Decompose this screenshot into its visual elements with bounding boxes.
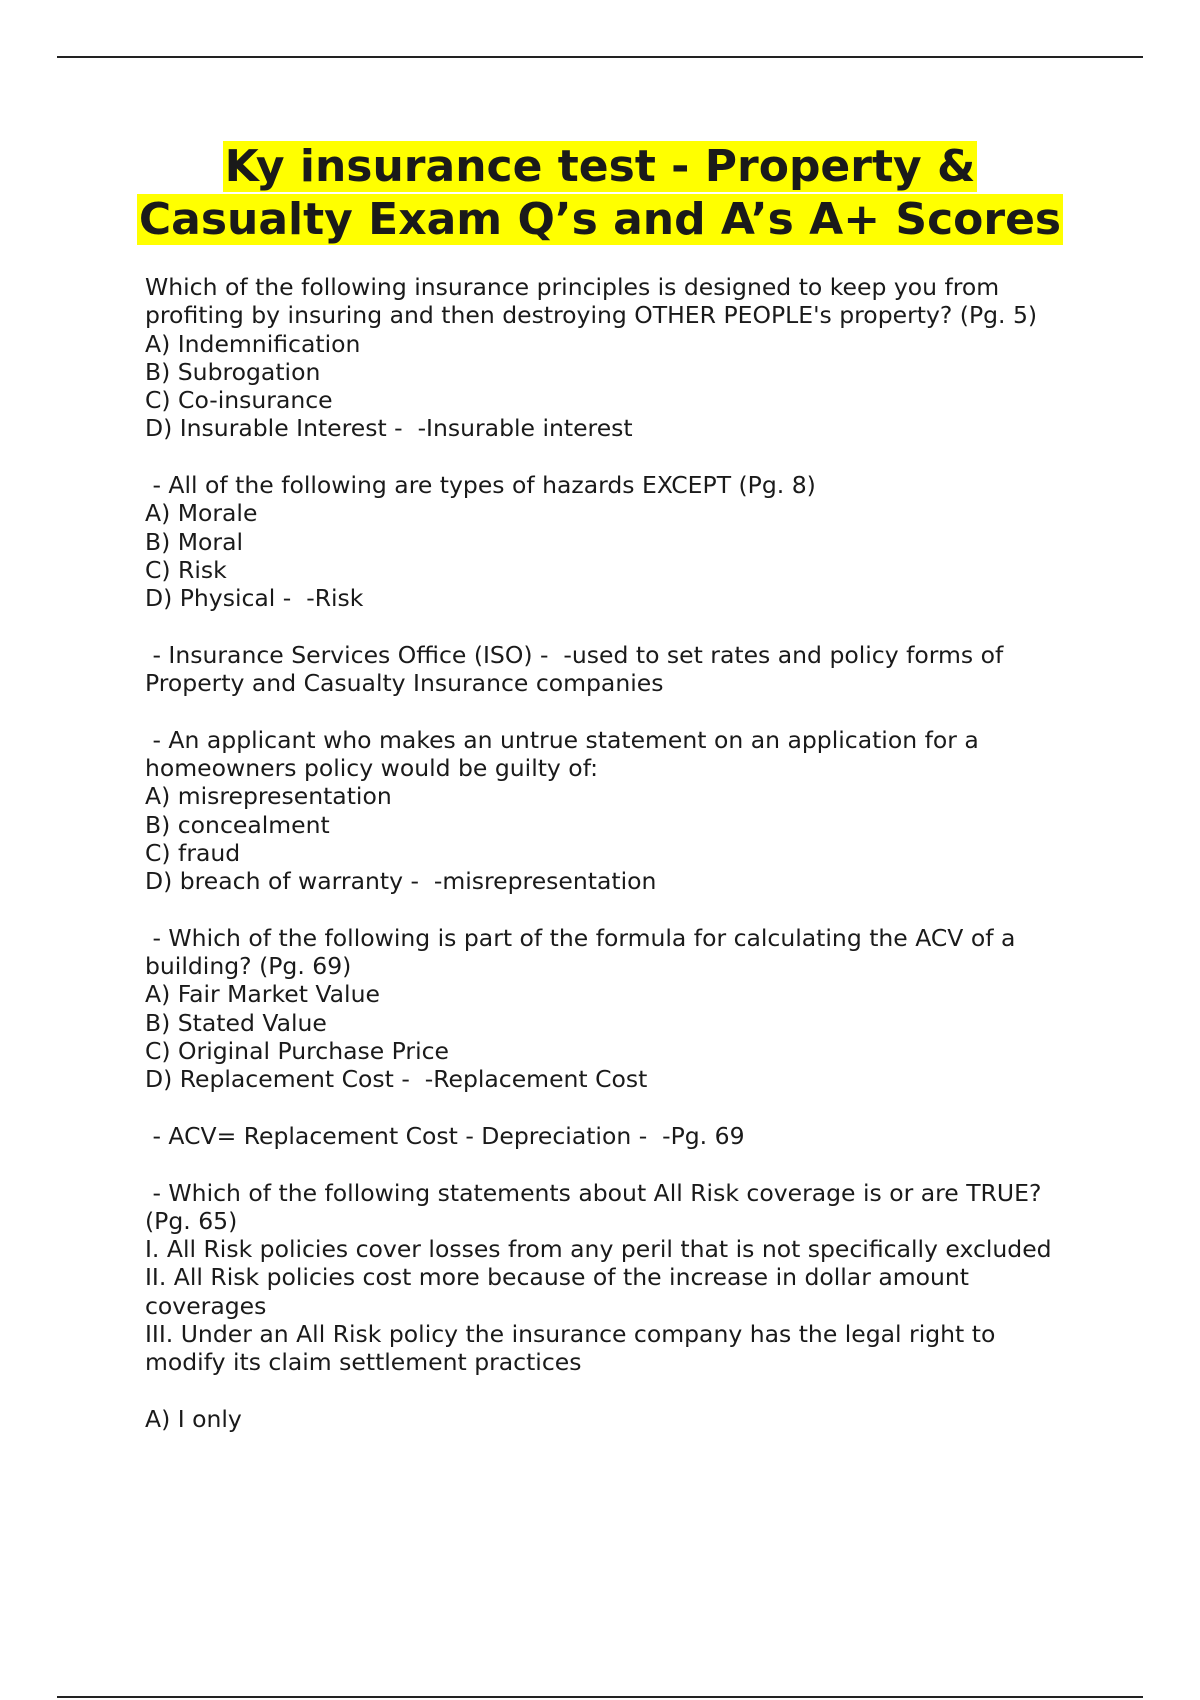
text-line: building? (Pg. 69) (145, 952, 352, 981)
question-block (145, 273, 1090, 443)
answer-option: D) Replacement Cost - -Replacement Cost (145, 1065, 648, 1094)
text-line: Property and Casualty Insurance companies (145, 669, 664, 698)
statement-line: III. Under an All Risk policy the insurance company has the legal right to (145, 1319, 996, 1348)
statement-line: I. All Risk policies cover losses from any peril that is not specifically excluded (145, 1235, 1052, 1264)
question-block (145, 924, 1090, 1094)
answer-option: B) concealment (145, 810, 330, 839)
text-line: (Pg. 65) (145, 1206, 238, 1235)
answer-option: A) Fair Market Value (145, 980, 380, 1009)
answer-block (145, 1405, 1090, 1433)
definition-block (145, 1122, 1090, 1150)
answer-option: A) Morale (145, 499, 258, 528)
question-block (145, 471, 1090, 612)
definition-block (145, 641, 1090, 698)
question-block (145, 1179, 1090, 1377)
answer-option: A) I only (145, 1404, 242, 1433)
statement-line: coverages (145, 1291, 267, 1320)
answer-option: B) Stated Value (145, 1008, 327, 1037)
answer-option: B) Subrogation (145, 357, 321, 386)
answer-option: D) Insurable Interest - -Insurable interest (145, 414, 633, 443)
answer-option: A) Indemnification (145, 329, 361, 358)
answer-option: B) Moral (145, 527, 244, 556)
answer-option: D) Physical - -Risk (145, 584, 364, 613)
text-line: - An applicant who makes an untrue statement on an application for a (145, 725, 979, 754)
answer-option: C) Co-insurance (145, 386, 333, 415)
answer-option: A) misrepresentation (145, 782, 392, 811)
statement-line: modify its claim settlement practices (145, 1348, 582, 1377)
answer-option: C) fraud (145, 838, 241, 867)
text-line: - ACV= Replacement Cost - Depreciation - -Pg. 69 (145, 1121, 745, 1150)
answer-option: C) Risk (145, 555, 227, 584)
answer-option: D) breach of warranty - -misrepresentation (145, 867, 657, 896)
text-line: Which of the following insurance principles is designed to keep you from (145, 273, 1000, 301)
text-line: profiting by insuring and then destroying OTHER PEOPLE's property? (Pg. 5) (145, 301, 1038, 330)
header-rule (57, 56, 1143, 58)
text-line: - Which of the following is part of the formula for calculating the ACV of a (145, 923, 1016, 952)
title-line-1: Ky insurance test - Property & (224, 141, 976, 192)
statement-line: II. All Risk policies cost more because of the increase in dollar amount (145, 1263, 970, 1292)
footer-rule (57, 1696, 1143, 1698)
document-body (145, 273, 1090, 1461)
text-line: - Insurance Services Office (ISO) - -used to set rates and policy forms of (145, 640, 1004, 669)
text-line: - All of the following are types of hazards EXCEPT (Pg. 8) (145, 471, 816, 500)
question-block (145, 726, 1090, 896)
text-line: homeowners policy would be guilty of: (145, 754, 599, 783)
answer-option: C) Original Purchase Price (145, 1037, 449, 1066)
document-title (0, 140, 1200, 246)
title-line-2: Casualty Exam Q’s and A’s A+ Scores (138, 194, 1062, 245)
text-line: - Which of the following statements about All Risk coverage is or are TRUE? (145, 1178, 1042, 1207)
